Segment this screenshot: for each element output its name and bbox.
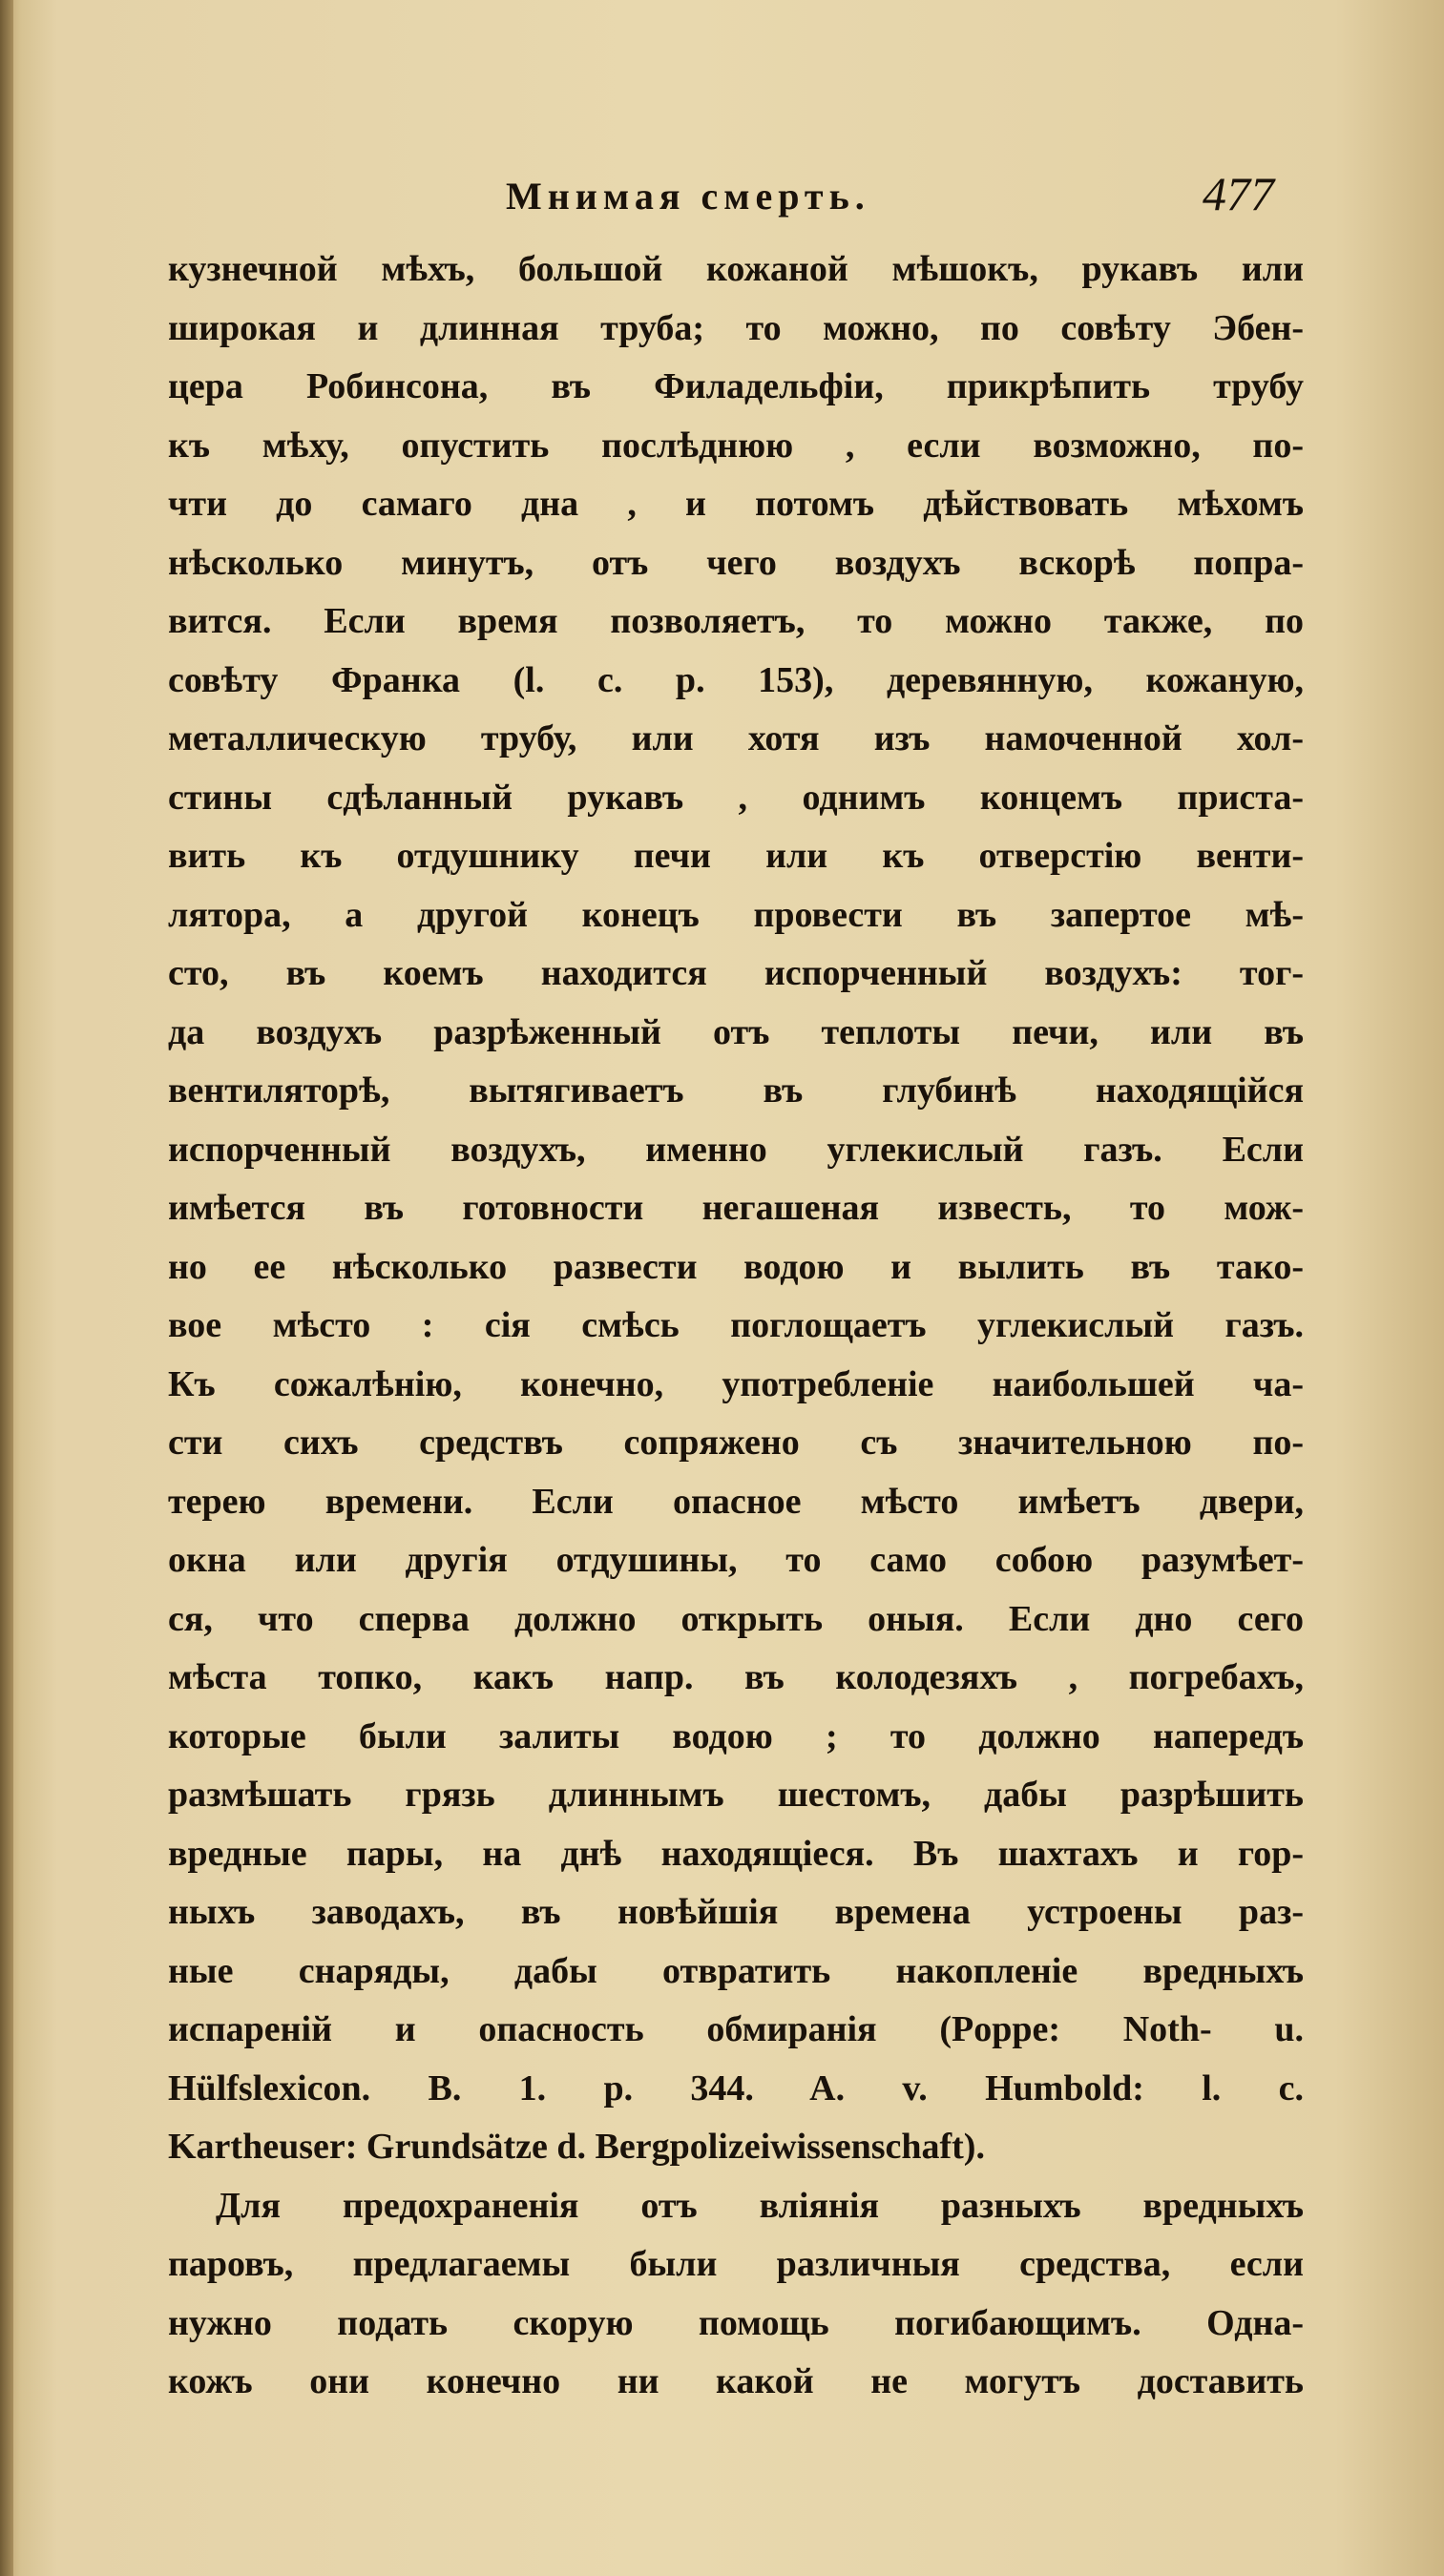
text-line: которые были залиты водою ; то должно напередъ <box>168 1715 1304 1756</box>
text-line: ся, что сперва должно открыть оныя. Если дно сего <box>168 1598 1304 1639</box>
page-binding-edge <box>0 0 13 2576</box>
text-line: да воздухъ разрѣженный отъ теплоты печи, или въ <box>168 1011 1304 1052</box>
text-line: Kartheuser: Grundsätze d. Bergpolizeiwissenschaft). <box>168 2127 985 2167</box>
text-line: вентиляторѣ, вытягиваетъ въ глубинѣ находящійся <box>168 1070 1304 1111</box>
running-title: Мнимая смерть. <box>506 175 870 218</box>
text-line: нѣсколько минутъ, отъ чего воздухъ вскорѣ попра- <box>168 542 1304 583</box>
text-line: Къ сожалѣнію, конечно, употребленіе наибольшей ча- <box>168 1363 1304 1404</box>
text-line: мѣста топко, какъ напр. въ колодезяхъ , погребахъ, <box>168 1657 1304 1697</box>
text-line: нужно подать скорую помощь погибающимъ. Одна- <box>168 2302 1304 2343</box>
text-line: Для предохраненія отъ вліянія разныхъ вредныхъ <box>216 2185 1304 2226</box>
text-line: испорченный воздухъ, именно углекислый газъ. Если <box>168 1129 1304 1170</box>
text-line: вится. Если время позволяетъ, то можно также, по <box>168 601 1304 641</box>
text-line: терею времени. Если опасное мѣсто имѣетъ двери, <box>168 1481 1304 1522</box>
text-line: вить къ отдушнику печи или къ отверстію венти- <box>168 836 1304 876</box>
text-line: металлическую трубу, или хотя изъ намоченной хол- <box>168 718 1304 758</box>
text-line: размѣшать грязь длиннымъ шестомъ, дабы разрѣшить <box>168 1775 1304 1815</box>
text-line: вредные пары, на днѣ находящіеся. Въ шахтахъ и гор- <box>168 1833 1304 1874</box>
text-line: сти сихъ средствъ сопряжено съ значительною по- <box>168 1423 1304 1463</box>
text-line: кузнечной мѣхъ, большой кожаной мѣшокъ, рукавъ или <box>168 249 1304 289</box>
page-header <box>153 162 1298 229</box>
text-line: лятора, а другой конецъ провести въ запертое мѣ- <box>168 894 1304 935</box>
text-line: цера Робинсона, въ Филадельфіи, прикрѣпить трубу <box>168 366 1304 406</box>
text-line: сто, въ коемъ находится испорченный воздухъ: тог- <box>168 953 1304 993</box>
text-line: имѣется въ готовности негашеная известь, то мож- <box>168 1188 1304 1228</box>
page-number: 477 <box>1203 167 1274 220</box>
text-line: широкая и длинная труба; то можно, по совѣту Эбен- <box>168 307 1304 348</box>
body-text <box>168 240 1304 2412</box>
text-line: совѣту Франка (l. c. p. 153), деревянную, кожаную, <box>168 659 1304 700</box>
text-line: испареній и опасность обмиранія (Poppe: Noth- u. <box>168 2009 1304 2049</box>
text-line: чти до самаго дна , и потомъ дѣйствовать мѣхомъ <box>168 484 1304 524</box>
text-line: стины сдѣланный рукавъ , однимъ концемъ приста- <box>168 777 1304 818</box>
text-line: ные снаряды, дабы отвратить накопленіе вредныхъ <box>168 1950 1304 1991</box>
text-line: къ мѣху, опустить послѣднюю , если возможно, по- <box>168 425 1304 466</box>
text-line: Hülfslexicon. B. 1. p. 344. A. v. Humbold: l. c. <box>168 2067 1304 2109</box>
text-line: но ее нѣсколько развести водою и вылить въ тако- <box>168 1246 1304 1287</box>
text-line: кожъ они конечно ни какой не могутъ доставить <box>168 2361 1304 2401</box>
text-line: окна или другія отдушины, то само собою разумѣет- <box>168 1540 1304 1580</box>
text-line: ныхъ заводахъ, въ новѣйшія времена устроены раз- <box>168 1892 1304 1932</box>
text-line: вое мѣсто : сія смѣсь поглощаетъ углекислый газъ. <box>168 1305 1304 1345</box>
text-line: паровъ, предлагаемы были различныя средства, если <box>168 2244 1304 2284</box>
